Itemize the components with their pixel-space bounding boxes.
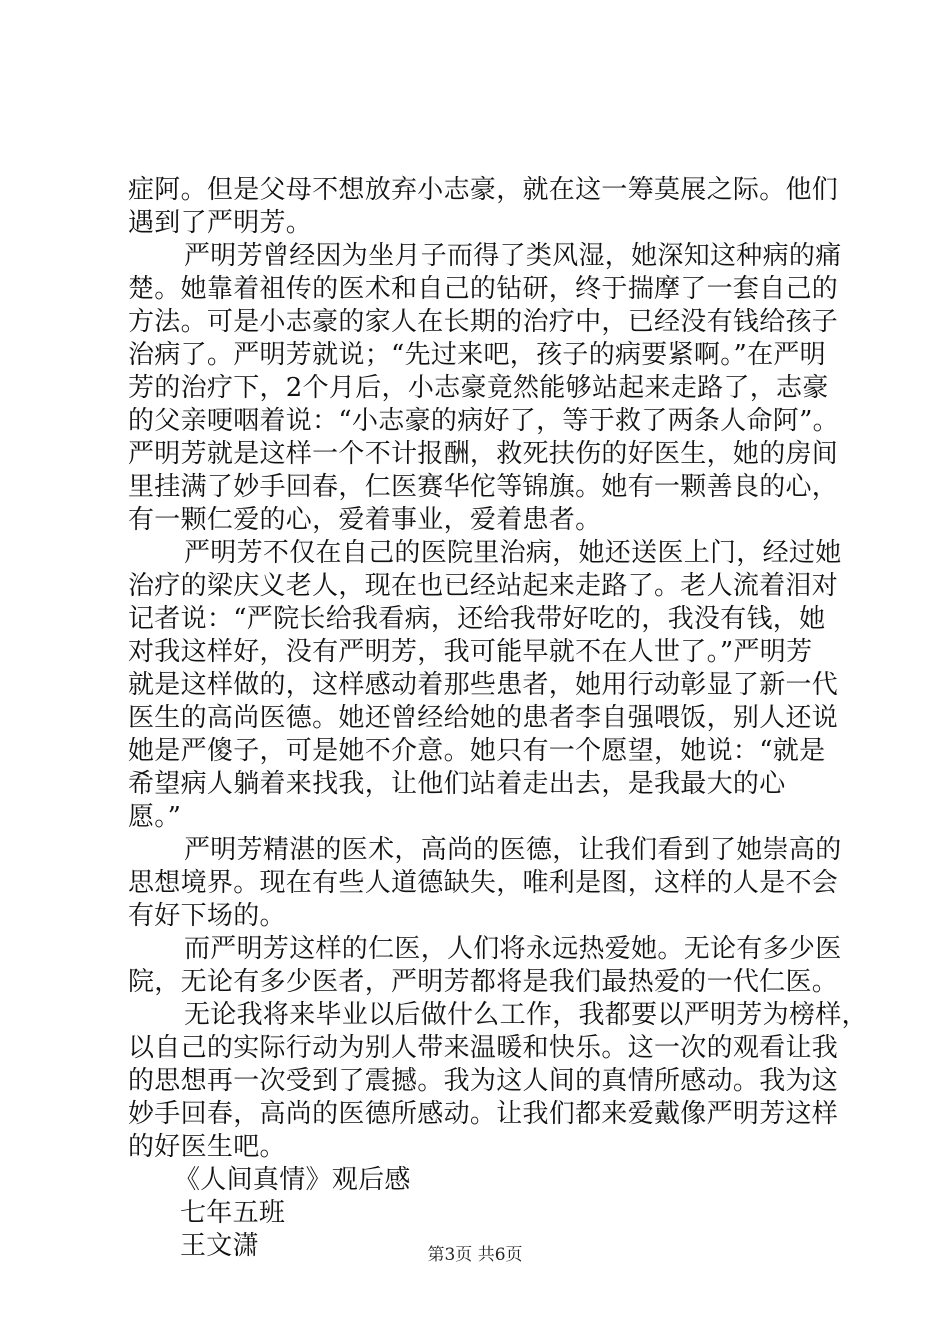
text-line: 愿。” bbox=[128, 802, 182, 832]
paragraph-list bbox=[128, 174, 868, 1164]
paragraph-6 bbox=[128, 999, 868, 1164]
text-line: 严明芳曾经因为坐月子而得了类风湿，她深知这种病的痛 bbox=[184, 241, 842, 271]
text-line: 严明芳就是这样一个不计报酬，救死扶伤的好医生，她的房间 bbox=[128, 439, 839, 469]
text-line: 遇到了严明芳。 bbox=[128, 208, 313, 238]
paragraph-5 bbox=[128, 933, 868, 999]
text-line: 芳的治疗下，2个月后，小志豪竟然能够站起来走路了，志豪 bbox=[128, 373, 829, 403]
paragraph-4 bbox=[128, 834, 868, 933]
text-line: 有好下场的。 bbox=[128, 901, 286, 931]
text-line: 院，无论有多少医者，严明芳都将是我们最热爱的一代仁医。 bbox=[128, 967, 839, 997]
text-line: 记者说：“严院长给我看病，还给我带好吃的，我没有钱，她 bbox=[128, 604, 826, 634]
text-line: 对我这样好，没有严明芳，我可能早就不在人世了。”严明芳 bbox=[128, 637, 813, 667]
essay-title: 《人间真情》观后感 bbox=[174, 1165, 411, 1195]
text-line: 医生的高尚医德。她还曾经给她的患者李自强喂饭，别人还说 bbox=[128, 703, 839, 733]
text-line: 以自己的实际行动为别人带来温暖和快乐。这一次的观看让我 bbox=[128, 1033, 839, 1063]
text-line: 妙手回春，高尚的医德所感动。让我们都来爱戴像严明芳这样 bbox=[128, 1099, 839, 1129]
paragraph-3 bbox=[128, 537, 868, 834]
text-line: 治病了。严明芳就说；“先过来吧，孩子的病要紧啊。”在严明 bbox=[128, 340, 826, 370]
text-line: 治疗的梁庆义老人，现在也已经站起来走路了。老人流着泪对 bbox=[128, 571, 839, 601]
text-line: 她是严傻子，可是她不介意。她只有一个愿望，她说：“就是 bbox=[128, 736, 826, 766]
text-line: 方法。可是小志豪的家人在长期的治疗中，已经没有钱给孩子 bbox=[128, 307, 839, 337]
text-line: 严明芳精湛的医术，高尚的医德，让我们看到了她崇高的 bbox=[184, 835, 842, 865]
author-name: 王文潇 bbox=[180, 1231, 259, 1261]
text-line: 的好医生吧。 bbox=[128, 1132, 286, 1162]
text-line: 有一颗仁爱的心，爱着事业，爱着患者。 bbox=[128, 505, 602, 535]
text-line: 而严明芳这样的仁医，人们将永远热爱她。无论有多少医 bbox=[184, 934, 842, 964]
text-line: 症阿。但是父母不想放弃小志豪，就在这一筹莫展之际。他们 bbox=[128, 175, 839, 205]
text-line: 里挂满了妙手回春，仁医赛华佗等锦旗。她有一颗善良的心， bbox=[128, 472, 839, 502]
paragraph-1 bbox=[128, 174, 868, 240]
class-name: 七年五班 bbox=[180, 1198, 286, 1228]
paragraph-2 bbox=[128, 240, 868, 537]
page-footer: 第3页 共6页 bbox=[427, 1245, 523, 1265]
text-line: 思想境界。现在有些人道德缺失，唯利是图，这样的人是不会 bbox=[128, 868, 839, 898]
text-line: 的父亲哽咽着说：“小志豪的病好了，等于救了两条人命阿”。 bbox=[128, 406, 839, 436]
text-line: 无论我将来毕业以后做什么工作，我都要以严明芳为榜样， bbox=[184, 1000, 868, 1030]
text-line: 希望病人躺着来找我，让他们站着走出去，是我最大的心 bbox=[128, 769, 786, 799]
text-line: 就是这样做的，这样感动着那些患者，她用行动彰显了新一代 bbox=[128, 670, 839, 700]
text-line: 楚。她靠着祖传的医术和自己的钻研，终于揣摩了一套自己的 bbox=[128, 274, 839, 304]
document-body bbox=[128, 174, 868, 1263]
text-line: 的思想再一次受到了震撼。我为这人间的真情所感动。我为这 bbox=[128, 1066, 839, 1096]
text-line: 严明芳不仅在自己的医院里治病，她还送医上门，经过她 bbox=[184, 538, 842, 568]
